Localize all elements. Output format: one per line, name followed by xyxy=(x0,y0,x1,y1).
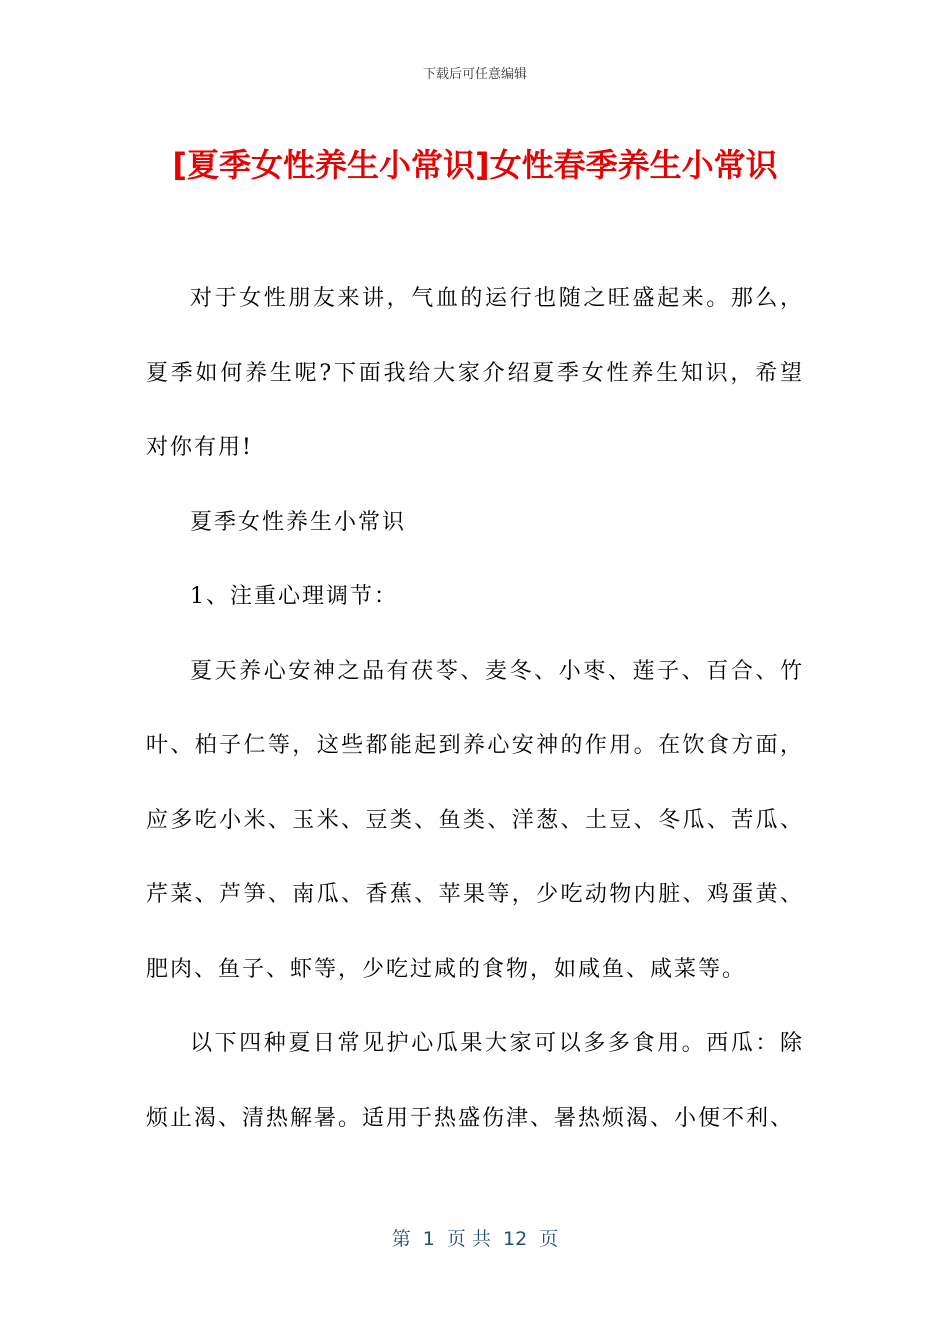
paragraph-calming-foods: 夏天养心安神之品有茯苓、麦冬、小枣、莲子、百合、竹叶、柏子仁等，这些都能起到养心安神的作用。在饮食方面，应多吃小米、玉米、豆类、鱼类、洋葱、土豆、冬瓜、苦瓜、芹菜、芦笋、南瓜、香蕉、苹果等，少吃动物内脏、鸡蛋黄、肥肉、鱼子、虾等，少吃过咸的食物，如咸鱼、咸菜等。 xyxy=(146,658,804,982)
page-number-footer: 第 1 页 共 12 页 xyxy=(391,1228,559,1250)
document-body xyxy=(146,262,804,1156)
paragraph-heart-fruits: 以下四种夏日常见护心瓜果大家可以多多食用。西瓜：除烦止渴、清热解暑。适用于热盛伤津、暑热烦渴、小便不利、 xyxy=(146,1031,804,1131)
page-header-note: 下载后可任意编辑 xyxy=(422,67,527,82)
paragraph-intro: 对于女性朋友来讲，气血的运行也随之旺盛起来。那么，夏季如何养生呢?下面我给大家介绍夏季女性养生知识，希望对你有用! xyxy=(146,286,804,460)
paragraph-section-heading: 夏季女性养生小常识 xyxy=(190,509,407,535)
document-title: [夏季女性养生小常识]女性春季养生小常识 xyxy=(172,146,778,184)
paragraph-point-1-heading: 1、注重心理调节： xyxy=(190,584,398,609)
